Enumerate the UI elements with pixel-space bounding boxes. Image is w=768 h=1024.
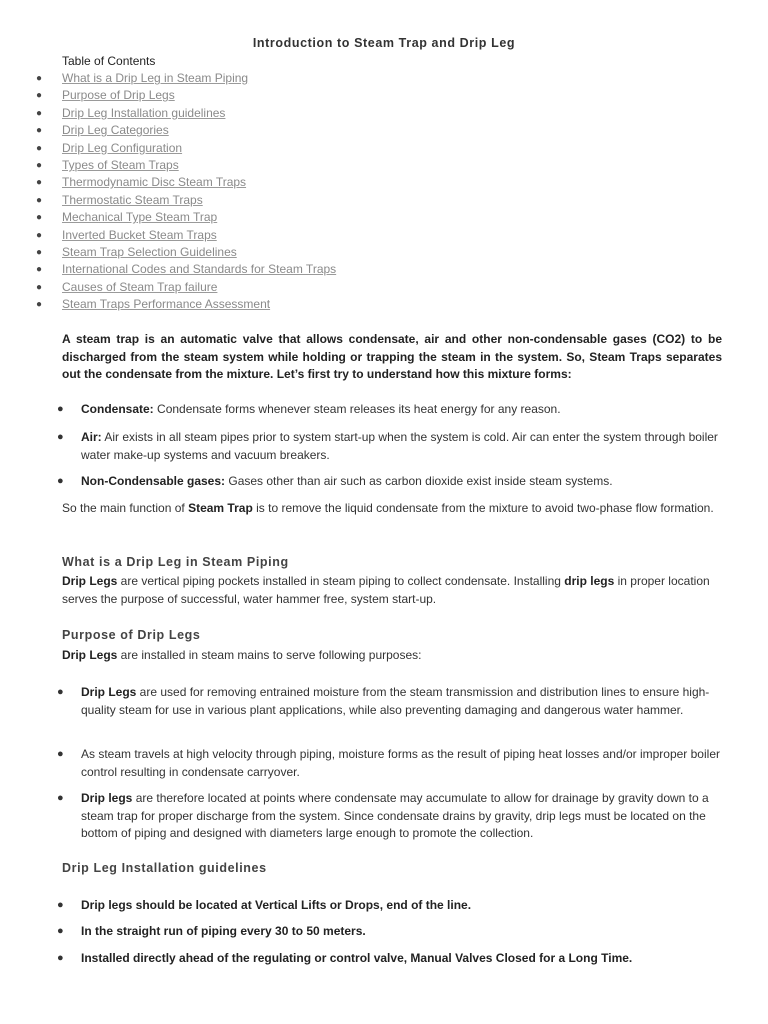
bullet-icon: ● xyxy=(57,748,64,760)
bold-text: Drip Legs xyxy=(62,574,118,588)
bullet-icon: ● xyxy=(36,142,43,154)
intro-text: A steam trap is an automatic valve that allows condensate, air and other non-condensable gases (CO2) to be discharged from the steam system while holding or trapping the steam in the system. So, Steam Traps separates out the condensate from the mixture. Let’s first try to understand how this mixture forms: xyxy=(62,332,722,381)
text: is to remove the liquid condensate from the mixture to avoid two-phase flow formation. xyxy=(252,501,714,515)
bullet-icon: ● xyxy=(57,952,64,964)
toc-link[interactable]: Thermostatic Steam Traps xyxy=(62,192,203,207)
bullet-icon: ● xyxy=(57,792,64,804)
toc-link[interactable]: Mechanical Type Steam Trap xyxy=(62,210,218,225)
toc-link[interactable]: Thermodynamic Disc Steam Traps xyxy=(62,175,247,190)
term-text: Air exists in all steam pipes prior to system start-up when the system is cold. Air can enter the system through boiler water make-up systems and vacuum breakers. xyxy=(81,430,718,462)
term-text: Gases other than air such as carbon dioxide exist inside steam systems. xyxy=(225,474,613,488)
term: Non-Condensable gases: xyxy=(81,474,226,488)
bold-text: Drip Legs xyxy=(62,648,118,662)
document-title: Introduction to Steam Trap and Drip Leg xyxy=(252,36,516,50)
bold-text: Drip Legs xyxy=(81,685,137,699)
bullet-icon: ● xyxy=(57,475,64,487)
bullet-icon: ● xyxy=(36,159,43,171)
section-paragraph xyxy=(62,647,722,665)
bullet-icon: ● xyxy=(36,194,43,206)
toc-link[interactable]: Purpose of Drip Legs xyxy=(62,88,175,103)
toc-link[interactable]: Types of Steam Traps xyxy=(62,157,179,172)
text: are therefore located at points where condensate may accumulate to allow for drainage by gravity down to a steam trap for proper discharge from the system. Since condensate drains by gravity, drip legs must be located on the bottom of piping and designed with diameters large enough to promote the collection. xyxy=(81,791,709,840)
bullet-icon: ● xyxy=(57,899,64,911)
section-heading: Purpose of Drip Legs xyxy=(62,628,201,642)
text: So the main function of xyxy=(62,501,189,515)
bullet-icon: ● xyxy=(36,299,43,311)
toc-link[interactable]: Steam Trap Selection Guidelines xyxy=(62,244,237,259)
toc-link[interactable]: Steam Traps Performance Assessment xyxy=(62,297,271,312)
bold-text: drip legs xyxy=(564,574,615,588)
bold-text: In the straight run of piping every 30 to 50 meters. xyxy=(81,924,366,938)
toc-link[interactable]: Drip Leg Configuration xyxy=(62,140,183,155)
toc-link[interactable]: Causes of Steam Trap failure xyxy=(62,279,218,294)
text: are used for removing entrained moisture from the steam transmission and distribution lines to ensure high-quality steam for use in various plant applications, while also preventing damaging and dangerous water hammer. xyxy=(81,685,710,717)
main-function-paragraph xyxy=(62,500,722,518)
term: Condensate: xyxy=(81,402,154,416)
bullet-icon: ● xyxy=(36,264,43,276)
term-text: Condensate forms whenever steam releases its heat energy for any reason. xyxy=(153,402,561,416)
bullet-icon: ● xyxy=(36,229,43,241)
bullet-icon: ● xyxy=(57,403,64,415)
toc-link[interactable]: Drip Leg Installation guidelines xyxy=(62,105,226,120)
bullet-icon: ● xyxy=(36,107,43,119)
text: As steam travels at high velocity through piping, moisture forms as the result of piping heat losses and/or improper boiler control resulting in condensate carryover. xyxy=(81,747,720,779)
toc-link[interactable]: International Codes and Standards for Steam Traps xyxy=(62,262,337,277)
section-heading: Drip Leg Installation guidelines xyxy=(62,861,267,875)
bullet-icon: ● xyxy=(57,686,64,698)
section-heading: What is a Drip Leg in Steam Piping xyxy=(62,555,289,569)
bullet-icon: ● xyxy=(36,177,43,189)
bold-text: Installed directly ahead of the regulating or control valve, Manual Valves Closed for a Long Time. xyxy=(81,951,633,965)
toc-link[interactable]: Drip Leg Categories xyxy=(62,123,169,138)
bold-text: Steam Trap xyxy=(188,501,253,515)
bullet-icon: ● xyxy=(36,125,43,137)
term: Air: xyxy=(81,430,102,444)
bullet-icon: ● xyxy=(36,73,43,84)
toc-link[interactable]: Inverted Bucket Steam Traps xyxy=(62,227,217,242)
intro-paragraph xyxy=(62,331,722,384)
bullet-icon: ● xyxy=(57,431,64,443)
bold-text: Drip legs xyxy=(81,791,133,805)
bullet-icon: ● xyxy=(36,246,43,258)
bold-text: Drip legs should be located at Vertical Lifts or Drops, end of the line. xyxy=(81,898,472,912)
toc-heading: Table of Contents xyxy=(62,54,156,68)
toc-link[interactable]: What is a Drip Leg in Steam Piping xyxy=(62,71,249,85)
section-paragraph xyxy=(62,573,722,608)
bullet-icon: ● xyxy=(36,281,43,293)
bullet-icon: ● xyxy=(57,925,64,937)
text: are vertical piping pockets installed in steam piping to collect condensate. Installing xyxy=(117,574,565,588)
text: are installed in steam mains to serve following purposes: xyxy=(117,648,422,662)
text: in proper location serves the purpose of successful, water hammer free, system start-up. xyxy=(62,574,710,606)
bullet-icon: ● xyxy=(36,90,43,102)
bullet-icon: ● xyxy=(36,212,43,224)
